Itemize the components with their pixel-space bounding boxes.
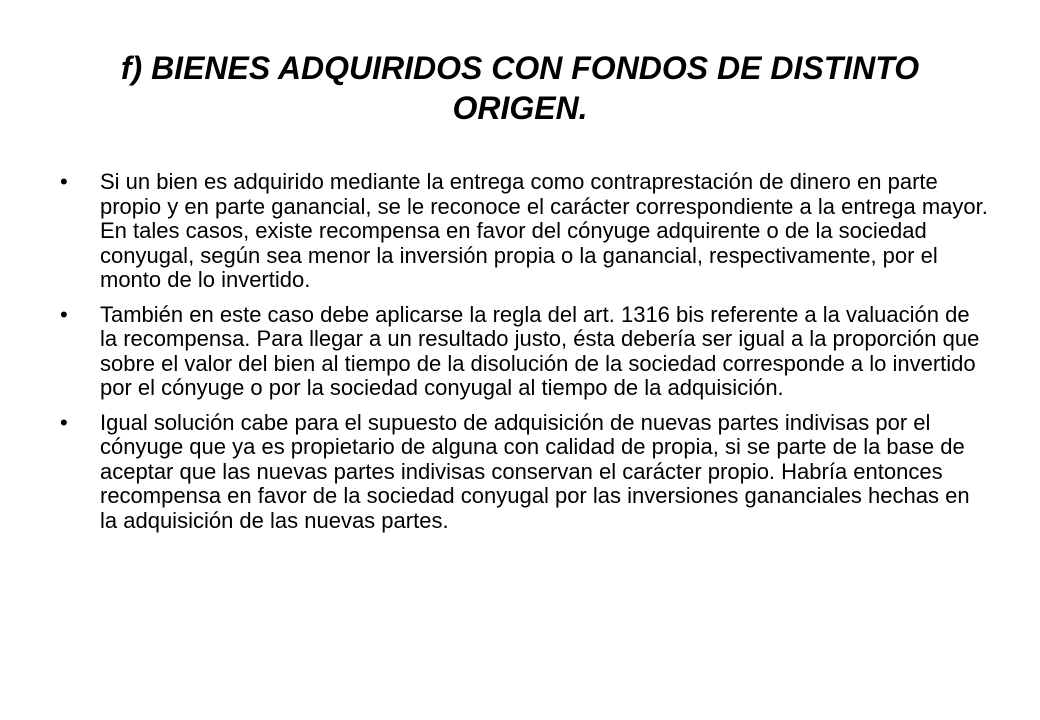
- bullet-item: [60, 303, 990, 401]
- bullet-icon: •: [60, 409, 68, 435]
- bullet-item: [60, 411, 990, 534]
- bullet-text: Si un bien es adquirido mediante la entrega como contraprestación de dinero en parte propio y en parte ganancial, se le reconoce el carácter correspondiente a la entrega mayor. En tales casos, existe recompensa en favor del cónyuge adquirente o de la sociedad conyugal, según sea menor la inversión propia o la ganancial, respectivamente, por el monto de lo invertido.: [100, 169, 988, 292]
- bullet-icon: •: [60, 169, 68, 194]
- slide-title: f) BIENES ADQUIRIDOS CON FONDOS DE DISTINTO ORIGEN.: [120, 50, 920, 126]
- bullet-icon: •: [60, 301, 68, 327]
- bullet-list: [60, 170, 990, 543]
- bullet-item: [60, 170, 990, 293]
- bullet-text: Igual solución cabe para el supuesto de adquisición de nuevas partes indivisas por el cónyuge que ya es propietario de alguna con calidad de propia, si se parte de la base de aceptar que las nuevas partes indivisas conservan el carácter propio. Habría entonces recompensa en favor de la sociedad conyugal por las inversiones gananciales hechas en la adquisición de las nuevas partes.: [100, 409, 970, 533]
- bullet-text: También en este caso debe aplicarse la regla del art. 1316 bis referente a la valuación de la recompensa. Para llegar a un resultado justo, ésta debería ser igual a la proporción que sobre el valor del bien al tiempo de la disolución de la sociedad corresponde a lo invertido por el cónyuge o por la sociedad conyugal al tiempo de la adquisición.: [100, 301, 980, 400]
